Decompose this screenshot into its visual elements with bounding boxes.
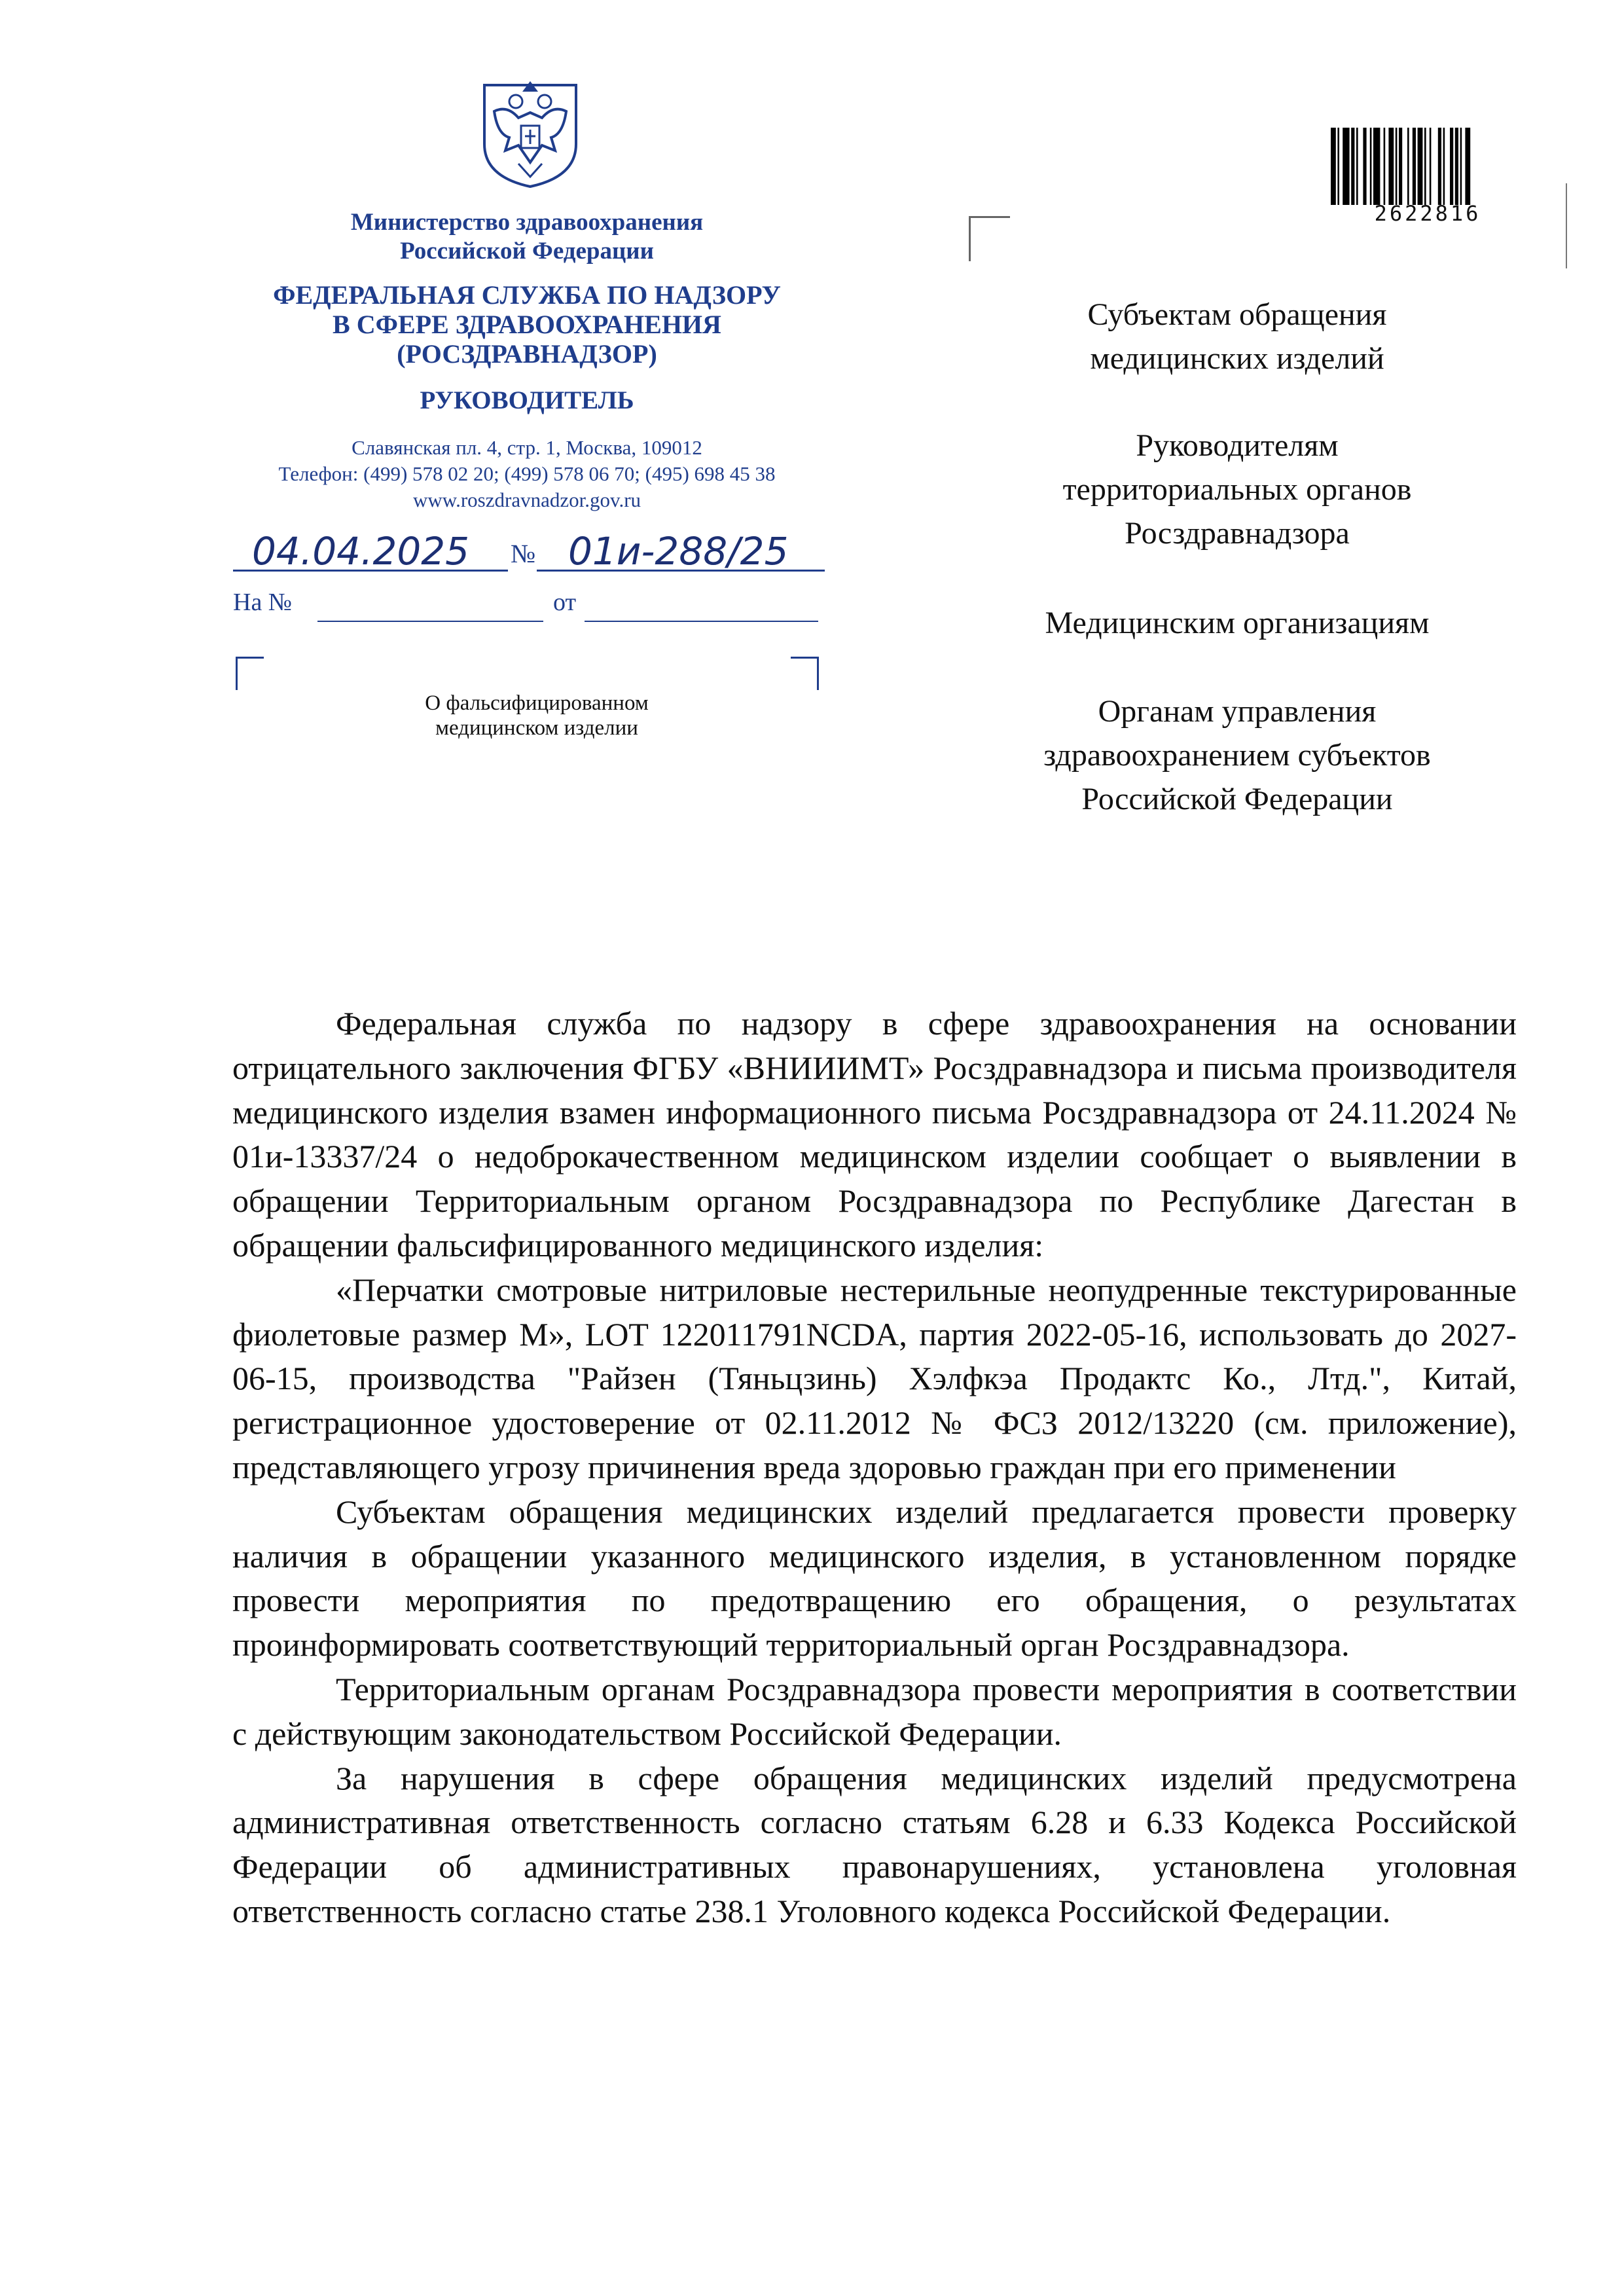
subject-line: медицинском изделии <box>435 716 638 740</box>
phone: Телефон: (499) 578 02 20; (499) 578 06 70; (495) 698 45 38 <box>278 462 776 485</box>
coat-of-arms-icon <box>478 72 583 190</box>
date-underline <box>233 570 508 572</box>
barcode-bar <box>1399 128 1402 205</box>
service-line: В СФЕРЕ ЗДРАВООХРАНЕНИЯ <box>333 310 721 339</box>
barcode-bar <box>1424 128 1426 205</box>
barcode-bar <box>1343 128 1349 205</box>
addressee-block <box>943 689 1532 821</box>
registration-date: 04.04.2025 <box>252 529 470 574</box>
subject-corner-left <box>236 657 264 690</box>
head-title: РУКОВОДИТЕЛЬ <box>420 386 634 414</box>
barcode-bar <box>1430 128 1432 205</box>
contacts <box>196 435 857 513</box>
addressee-line: Руководителям <box>1136 428 1339 463</box>
subject-line: О фальсифицированном <box>425 691 649 715</box>
barcode-bar <box>1356 128 1358 205</box>
barcode-bar <box>1460 128 1462 205</box>
body-paragraph: «Перчатки смотровые нитриловые нестерильные неопудренные текстурированные фиолетовые размер M», LOT 122011791NCDA, партия 2022-05-16, использовать до 2027-06-15, производства "Райзен (Тяньцзинь) Хэлфкэа Продактс Ко., Лтд.", Китай, регистрационное удостоверение от 02.11.2012 № ФСЗ 2012/13220 (см. приложение), представляющего угрозу причинения вреда здоровью граждан при его применении <box>232 1271 1517 1485</box>
addressee-line: здравоохранением субъектов <box>1043 738 1431 773</box>
addressee-line: Органам управления <box>1098 694 1377 729</box>
ministry-line: Министерство здравоохранения <box>350 209 704 236</box>
barcode-bar <box>1443 128 1445 205</box>
service-name <box>196 280 857 369</box>
addressee-block <box>943 293 1532 380</box>
barcode <box>1331 128 1525 205</box>
barcode-bar <box>1418 128 1423 205</box>
subject-corner-right <box>791 657 819 690</box>
barcode-bar <box>1370 128 1372 205</box>
from-field <box>585 621 818 622</box>
barcode-bar <box>1396 128 1398 205</box>
subject <box>367 691 707 740</box>
body-paragraph: Субъектам обращения медицинских изделий предлагается провести проверку наличия в обращении указанного медицинского изделия, в установленном порядке провести мероприятия по предотвращению его обращения, о результатах проинформировать соответствующий территориальный орган Росздравнадзора. <box>232 1493 1517 1664</box>
body-paragraph: Территориальным органам Росздравнадзора провести мероприятия в соответствии с действующим законодательством Российской Федерации. <box>232 1670 1517 1752</box>
service-line: ФЕДЕРАЛЬНАЯ СЛУЖБА ПО НАДЗОРУ <box>273 280 781 310</box>
letter-body <box>232 1002 1517 1934</box>
address-corner <box>969 216 1010 261</box>
registration-number: 01и-288/25 <box>568 529 789 574</box>
barcode-bar <box>1363 128 1366 205</box>
reply-to-label: На № <box>233 589 293 616</box>
barcode-bar <box>1373 128 1380 205</box>
barcode-number: 2622816 <box>1374 201 1481 226</box>
addressee-line: Российской Федерации <box>1081 782 1393 816</box>
service-line: (РОСЗДРАВНАДЗОР) <box>397 339 657 369</box>
barcode-bar <box>1331 128 1336 205</box>
addressee-line: Медицинским организациям <box>1045 606 1430 640</box>
barcode-bar <box>1384 128 1386 205</box>
body-paragraph: За нарушения в сфере обращения медицинских изделий предусмотрена административная ответственность согласно статьям 6.28 и 6.33 Кодекса Российской Федерации об административных правонарушениях, установлена уголовная ответственность согласно статье 238.1 Уголовного кодекса Российской Федерации. <box>232 1759 1517 1929</box>
barcode-bar <box>1413 128 1416 205</box>
number-underline <box>537 570 825 572</box>
ministry-line: Российской Федерации <box>400 238 654 264</box>
barcode-bar <box>1455 128 1458 205</box>
addressee-line: Росздравнадзора <box>1125 516 1350 551</box>
addressee-line: территориальных органов <box>1062 472 1412 507</box>
page-edge-line <box>1566 183 1567 268</box>
website-link: www.roszdravnadzor.gov.ru <box>412 488 641 511</box>
from-label: от <box>553 589 577 616</box>
barcode-bar <box>1337 128 1339 205</box>
barcode-bar <box>1465 128 1470 205</box>
barcode-bar <box>1351 128 1354 205</box>
addressee-block <box>943 424 1532 555</box>
barcode-bar <box>1450 128 1453 205</box>
address: Славянская пл. 4, стр. 1, Москва, 109012 <box>352 436 702 459</box>
barcode-bar <box>1438 128 1441 205</box>
barcode-bar <box>1407 128 1409 205</box>
addressee-block <box>943 601 1532 645</box>
body-paragraph: Федеральная служба по надзору в сфере здравоохранения на основании отрицательного заключения ФГБУ «ВНИИИМТ» Росздравнадзора и письма производителя медицинского изделия взамен информационного письма Росздравнадзора от 24.11.2024 № 01и-13337/24 о недоброкачественном медицинском изделии сообщает о выявлении в обращении Территориальным органом Росздравнадзора по Республике Дагестан в обращении фальсифицированного медицинского изделия: <box>232 1005 1517 1264</box>
ministry-name <box>196 208 857 266</box>
reply-to-field <box>317 621 543 622</box>
addressee-line: Субъектам обращения <box>1087 297 1387 332</box>
barcode-bar <box>1388 128 1394 205</box>
registration-number-label: № <box>511 539 536 568</box>
addressee-line: медицинских изделий <box>1090 341 1384 376</box>
